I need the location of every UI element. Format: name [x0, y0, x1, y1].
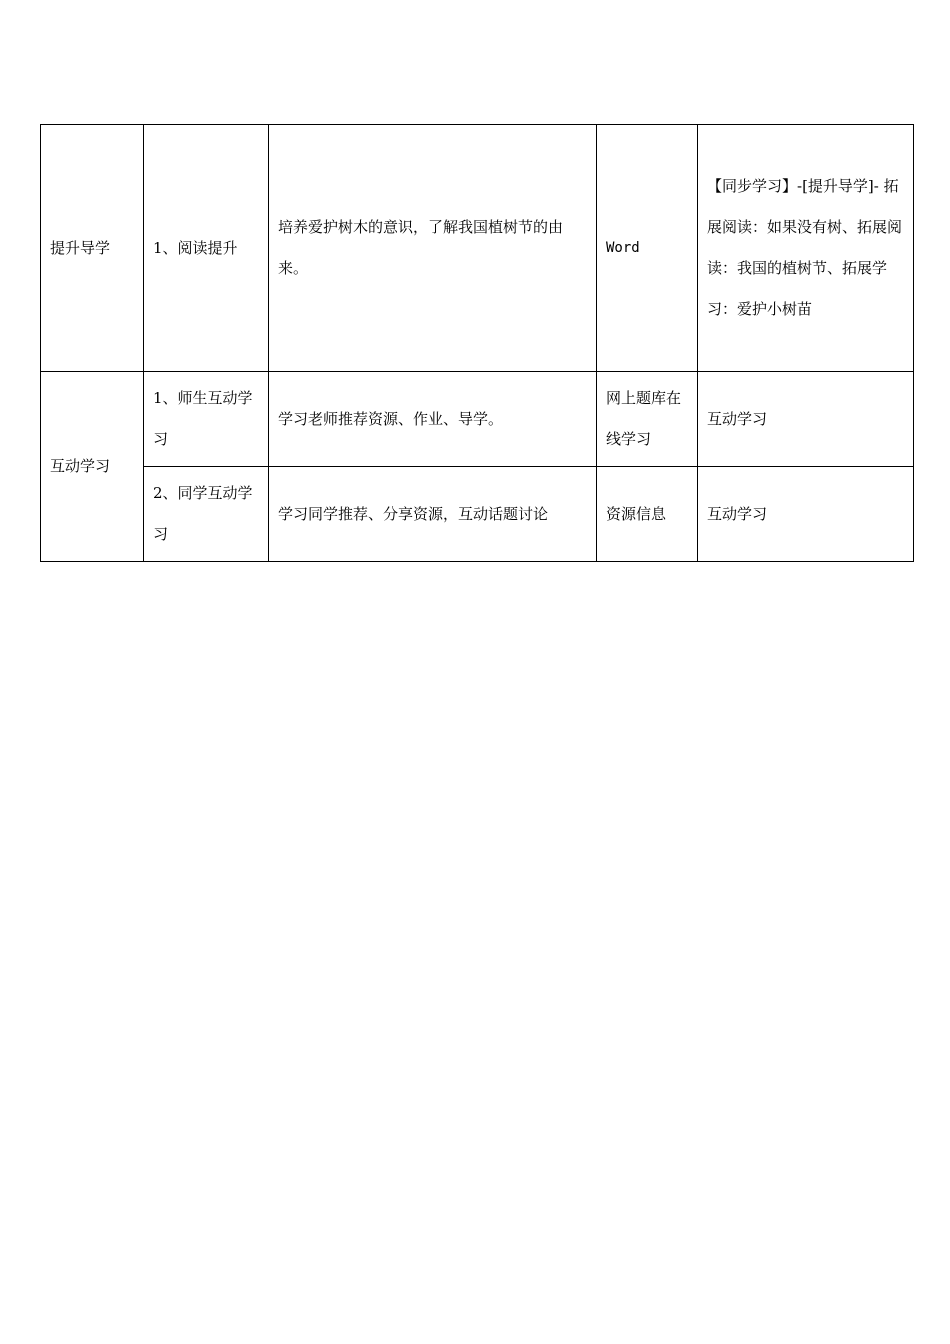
item-cell: 1、阅读提升	[144, 125, 269, 372]
format-cell: Word	[597, 125, 698, 372]
section-cell: 互动学习	[41, 372, 144, 562]
section-cell: 提升导学	[41, 125, 144, 372]
resource-cell: 互动学习	[698, 372, 914, 467]
content-cell: 学习同学推荐、分享资源，互动话题讨论	[269, 467, 597, 562]
item-cell: 1、师生互动学习	[144, 372, 269, 467]
content-cell: 培养爱护树木的意识，了解我国植树节的由来。	[269, 125, 597, 372]
resource-cell: 【同步学习】-[提升导学]- 拓展阅读：如果没有树、拓展阅读：我国的植树节、拓展学习：爱护小树苗	[698, 125, 914, 372]
table-row	[41, 125, 914, 372]
table-row	[41, 372, 914, 467]
format-cell: 网上题库在线学习	[597, 372, 698, 467]
item-cell: 2、同学互动学习	[144, 467, 269, 562]
format-cell: 资源信息	[597, 467, 698, 562]
lesson-plan-table	[40, 124, 914, 562]
table-row	[41, 467, 914, 562]
content-cell: 学习老师推荐资源、作业、导学。	[269, 372, 597, 467]
resource-cell: 互动学习	[698, 467, 914, 562]
